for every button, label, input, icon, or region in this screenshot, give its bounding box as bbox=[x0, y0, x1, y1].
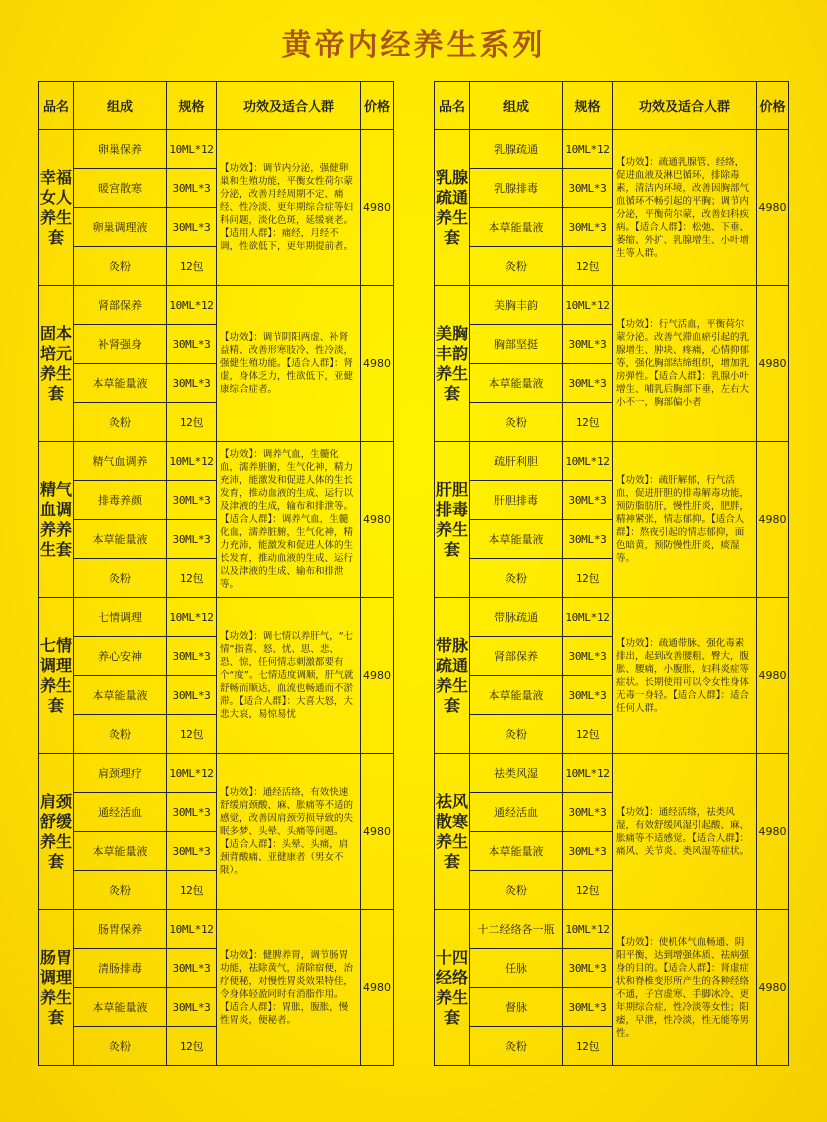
spec-cell: 30ML*3 bbox=[563, 832, 613, 871]
component-cell: 本草能量液 bbox=[74, 520, 167, 559]
component-cell: 本草能量液 bbox=[470, 520, 563, 559]
spec-cell: 10ML*12 bbox=[563, 910, 613, 949]
component-cell: 乳腺疏通 bbox=[470, 130, 563, 169]
effect-cell: 【功效】：调节阴阳两虚、补肾益精、改善形寒肢冷、性冷淡，强健生殖功能。【适合人群】：肾虚，身体乏力，性欲低下，亚健康综合症者。 bbox=[217, 286, 361, 442]
component-cell: 灸粉 bbox=[470, 715, 563, 754]
component-cell: 本草能量液 bbox=[74, 988, 167, 1027]
component-cell: 通经活血 bbox=[74, 793, 167, 832]
spec-cell: 30ML*3 bbox=[563, 676, 613, 715]
header-spec: 规格 bbox=[563, 82, 613, 130]
effect-cell: 【功效】：调七情以养肝气，“七情”指喜、怒、忧、思、悲、恐、惊，任何情志刺激都要有个“度”。七情适度调顺，肝气就舒畅而顺达，血流也畅通而不淤滞。【适合人群】：大喜大怒，大悲大哀，易惊易忧 bbox=[217, 598, 361, 754]
spec-cell: 12包 bbox=[563, 871, 613, 910]
effect-cell: 【功效】：疏肝解郁，行气活血，促进肝胆的排毒解毒功能，预防脂肪肝，慢性肝炎，肥胖，精神紧张，情志郁抑。【适合人群】：熬夜引起的情志郁抑，面色暗黄，预防慢性肝炎，痰湿等。 bbox=[613, 442, 757, 598]
spec-cell: 30ML*3 bbox=[563, 169, 613, 208]
price-cell: 4980 bbox=[757, 130, 789, 286]
spec-cell: 30ML*3 bbox=[167, 364, 217, 403]
component-cell: 本草能量液 bbox=[74, 676, 167, 715]
header-price: 价格 bbox=[757, 82, 789, 130]
spec-cell: 10ML*12 bbox=[563, 754, 613, 793]
effect-cell: 【功效】：通经活络，有效快速舒缓肩颈酸、麻、胀痛等不适的感觉，改善因肩颈劳损导致的失眠多梦、头晕、头痛等问题。【适合人群】：头晕、头痛，肩颈背酸痛、亚健康者（男女不限）。 bbox=[217, 754, 361, 910]
product-name: 十四经络养生套 bbox=[435, 910, 470, 1066]
product-name: 带脉疏通养生套 bbox=[435, 598, 470, 754]
spec-cell: 30ML*3 bbox=[563, 520, 613, 559]
component-cell: 通经活血 bbox=[470, 793, 563, 832]
product-row bbox=[435, 286, 789, 325]
header-row bbox=[435, 82, 789, 130]
product-row bbox=[435, 442, 789, 481]
price-cell: 4980 bbox=[361, 598, 394, 754]
component-cell: 肝胆排毒 bbox=[470, 481, 563, 520]
header-row bbox=[39, 82, 394, 130]
product-row bbox=[435, 754, 789, 793]
product-row bbox=[39, 130, 394, 169]
product-row bbox=[39, 286, 394, 325]
price-cell: 4980 bbox=[757, 598, 789, 754]
price-cell: 4980 bbox=[757, 442, 789, 598]
spec-cell: 10ML*12 bbox=[167, 910, 217, 949]
header-price: 价格 bbox=[361, 82, 394, 130]
component-cell: 美胸丰韵 bbox=[470, 286, 563, 325]
spec-cell: 12包 bbox=[563, 403, 613, 442]
price-cell: 4980 bbox=[757, 286, 789, 442]
spec-cell: 10ML*12 bbox=[167, 286, 217, 325]
component-cell: 补肾强身 bbox=[74, 325, 167, 364]
spec-cell: 10ML*12 bbox=[167, 442, 217, 481]
component-cell: 灸粉 bbox=[74, 403, 167, 442]
component-cell: 乳腺排毒 bbox=[470, 169, 563, 208]
spec-cell: 30ML*3 bbox=[167, 169, 217, 208]
product-name: 幸福女人养生套 bbox=[39, 130, 74, 286]
spec-cell: 30ML*3 bbox=[167, 325, 217, 364]
component-cell: 疏肝利胆 bbox=[470, 442, 563, 481]
component-cell: 本草能量液 bbox=[470, 676, 563, 715]
component-cell: 灸粉 bbox=[74, 1027, 167, 1066]
price-cell: 4980 bbox=[361, 130, 394, 286]
spec-cell: 10ML*12 bbox=[563, 598, 613, 637]
spec-cell: 30ML*3 bbox=[167, 520, 217, 559]
component-cell: 灸粉 bbox=[74, 715, 167, 754]
product-row bbox=[39, 910, 394, 949]
component-cell: 灸粉 bbox=[74, 559, 167, 598]
component-cell: 十二经络各一瓶 bbox=[470, 910, 563, 949]
page-title: 黄帝内经养生系列 bbox=[281, 28, 546, 63]
product-name: 美胸丰韵养生套 bbox=[435, 286, 470, 442]
spec-cell: 30ML*3 bbox=[563, 949, 613, 988]
component-cell: 灸粉 bbox=[470, 871, 563, 910]
spec-cell: 30ML*3 bbox=[167, 481, 217, 520]
spec-cell: 30ML*3 bbox=[563, 364, 613, 403]
effect-cell: 【功效】：调养气血，生髓化血，濡养脏腑，生气化神，精力充沛，能激发和促进人体的生长发育，推动血液的生成、运行以及津液的生成，输布和排泄等。【适合人群】：调养气血，生髓化血，濡养脏腑，生气化神，精力充沛，能激发和促进人体的生长发育，推动血液的生成、运行以及津液的生成、输布和排泄等。 bbox=[217, 442, 361, 598]
component-cell: 肾部保养 bbox=[470, 637, 563, 676]
price-cell: 4980 bbox=[757, 910, 789, 1066]
component-cell: 灸粉 bbox=[74, 871, 167, 910]
spec-cell: 30ML*3 bbox=[167, 949, 217, 988]
product-table-right bbox=[434, 81, 789, 1066]
header-effect: 功效及适合人群 bbox=[217, 82, 361, 130]
header-name: 品名 bbox=[39, 82, 74, 130]
product-row bbox=[435, 130, 789, 169]
header-spec: 规格 bbox=[167, 82, 217, 130]
component-cell: 排毒养颜 bbox=[74, 481, 167, 520]
product-name: 肩颈舒缓养生套 bbox=[39, 754, 74, 910]
product-name: 肝胆排毒养生套 bbox=[435, 442, 470, 598]
product-row bbox=[39, 442, 394, 481]
spec-cell: 10ML*12 bbox=[167, 130, 217, 169]
spec-cell: 10ML*12 bbox=[563, 442, 613, 481]
component-cell: 本草能量液 bbox=[470, 208, 563, 247]
component-cell: 灸粉 bbox=[470, 403, 563, 442]
spec-cell: 30ML*3 bbox=[167, 988, 217, 1027]
product-row bbox=[39, 754, 394, 793]
spec-cell: 30ML*3 bbox=[563, 481, 613, 520]
spec-cell: 12包 bbox=[167, 1027, 217, 1066]
spec-cell: 12包 bbox=[167, 247, 217, 286]
product-table-left bbox=[38, 81, 394, 1066]
effect-cell: 【功效】：疏通乳腺管、经络，促进血液及淋巴循环，排除毒素，清洁内环境，改善因胸部气血循环不畅引起的平胸；调节内分泌，平衡荷尔蒙，改善妇科疾病。【适合人群】：松弛、下垂、萎缩、外扩、乳腺增生、小叶增生等人群。 bbox=[613, 130, 757, 286]
header-composition: 组成 bbox=[470, 82, 563, 130]
product-row bbox=[435, 910, 789, 949]
product-row bbox=[435, 598, 789, 637]
spec-cell: 30ML*3 bbox=[563, 637, 613, 676]
price-cell: 4980 bbox=[361, 754, 394, 910]
component-cell: 清肠排毒 bbox=[74, 949, 167, 988]
spec-cell: 30ML*3 bbox=[167, 637, 217, 676]
product-row bbox=[39, 598, 394, 637]
component-cell: 七情调理 bbox=[74, 598, 167, 637]
component-cell: 本草能量液 bbox=[470, 364, 563, 403]
spec-cell: 12包 bbox=[563, 247, 613, 286]
component-cell: 灸粉 bbox=[470, 247, 563, 286]
price-cell: 4980 bbox=[757, 754, 789, 910]
spec-cell: 30ML*3 bbox=[563, 325, 613, 364]
product-name: 祛风散寒养生套 bbox=[435, 754, 470, 910]
spec-cell: 12包 bbox=[167, 715, 217, 754]
component-cell: 本草能量液 bbox=[74, 832, 167, 871]
spec-cell: 12包 bbox=[167, 403, 217, 442]
product-name: 乳腺疏通养生套 bbox=[435, 130, 470, 286]
component-cell: 卵巢调理液 bbox=[74, 208, 167, 247]
component-cell: 肾部保养 bbox=[74, 286, 167, 325]
price-cell: 4980 bbox=[361, 286, 394, 442]
effect-cell: 【功效】：通经活络，祛类风湿，有效舒缓风湿引起酸、麻、胀痛等不适感觉。【适合人群】：痛风、关节炎、类风湿等症状。 bbox=[613, 754, 757, 910]
component-cell: 肠胃保养 bbox=[74, 910, 167, 949]
spec-cell: 12包 bbox=[167, 871, 217, 910]
header-effect: 功效及适合人群 bbox=[613, 82, 757, 130]
price-cell: 4980 bbox=[361, 442, 394, 598]
spec-cell: 12包 bbox=[167, 559, 217, 598]
spec-cell: 30ML*3 bbox=[167, 676, 217, 715]
effect-cell: 【功效】：行气活血，平衡荷尔蒙分泌。改善气滞血瘀引起的乳腺增生、肿块、疼痛，心情抑郁等，强化胸部结缔组织，增加乳房弹性。【适合人群】：乳腺小叶增生、哺乳后胸部下垂，左右大小不一，胸部偏小者 bbox=[613, 286, 757, 442]
component-cell: 灸粉 bbox=[470, 1027, 563, 1066]
spec-cell: 30ML*3 bbox=[167, 793, 217, 832]
header-composition: 组成 bbox=[74, 82, 167, 130]
product-name: 精气血调养养生套 bbox=[39, 442, 74, 598]
spec-cell: 12包 bbox=[563, 559, 613, 598]
component-cell: 灸粉 bbox=[74, 247, 167, 286]
component-cell: 灸粉 bbox=[470, 559, 563, 598]
product-name: 肠胃调理养生套 bbox=[39, 910, 74, 1066]
component-cell: 肩颈理疗 bbox=[74, 754, 167, 793]
component-cell: 督脉 bbox=[470, 988, 563, 1027]
component-cell: 任脉 bbox=[470, 949, 563, 988]
component-cell: 养心安神 bbox=[74, 637, 167, 676]
component-cell: 胸部坚挺 bbox=[470, 325, 563, 364]
spec-cell: 30ML*3 bbox=[563, 793, 613, 832]
component-cell: 祛类风湿 bbox=[470, 754, 563, 793]
product-name: 七情调理养生套 bbox=[39, 598, 74, 754]
spec-cell: 10ML*12 bbox=[563, 130, 613, 169]
price-cell: 4980 bbox=[361, 910, 394, 1066]
spec-cell: 30ML*3 bbox=[167, 832, 217, 871]
component-cell: 本草能量液 bbox=[470, 832, 563, 871]
component-cell: 卵巢保养 bbox=[74, 130, 167, 169]
product-name: 固本培元养生套 bbox=[39, 286, 74, 442]
spec-cell: 30ML*3 bbox=[167, 208, 217, 247]
spec-cell: 12包 bbox=[563, 1027, 613, 1066]
component-cell: 本草能量液 bbox=[74, 364, 167, 403]
component-cell: 暖宫散寒 bbox=[74, 169, 167, 208]
spec-cell: 10ML*12 bbox=[167, 754, 217, 793]
spec-cell: 10ML*12 bbox=[563, 286, 613, 325]
header-name: 品名 bbox=[435, 82, 470, 130]
component-cell: 精气血调养 bbox=[74, 442, 167, 481]
spec-cell: 30ML*3 bbox=[563, 988, 613, 1027]
component-cell: 带脉疏通 bbox=[470, 598, 563, 637]
effect-cell: 【功效】：疏通带脉、强化毒素排出，起到改善腰粗、臀大，腹胀、腰痛，小腹胀，妇科炎症等症状。长期使用可以令女性身体无毒一身轻。【适合人群】：适合任何人群。 bbox=[613, 598, 757, 754]
spec-cell: 12包 bbox=[563, 715, 613, 754]
spec-cell: 30ML*3 bbox=[563, 208, 613, 247]
effect-cell: 【功效】：使机体气血畅通、阴阳平衡，达到增强体质、祛病强身的目的。【适合人群】：肾虚症状和脊椎变形所产生的各种经络不通，子宫虚寒、手脚冰冷、更年期综合症，性冷淡等女性；阳痿，早泄，性冷淡，性无能等男性。 bbox=[613, 910, 757, 1066]
effect-cell: 【功效】：健脾养胃，调节肠胃功能，祛除黄气，清除宿便，治疗便秘，对慢性胃炎效果特佳，令身体轻盈同时有消脂作用。【适合人群】：胃胀，腹胀，慢性胃炎，便秘者。 bbox=[217, 910, 361, 1066]
effect-cell: 【功效】：调节内分泌，强健卵巢和生殖功能，平衡女性荷尔蒙分泌，改善月经周期不定、痛经、性冷淡、更年期综合症等妇科问题，淡化色斑，延缓衰老。【适用人群】：痛经，月经不调，性欲低下，更年期提前者。 bbox=[217, 130, 361, 286]
spec-cell: 10ML*12 bbox=[167, 598, 217, 637]
